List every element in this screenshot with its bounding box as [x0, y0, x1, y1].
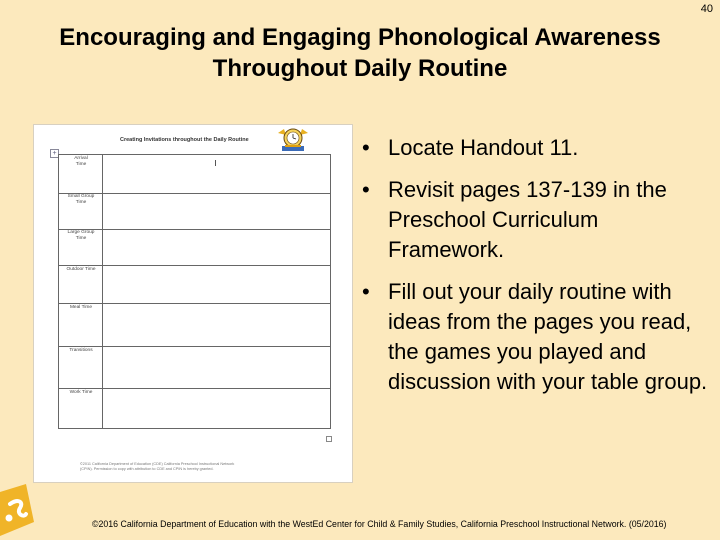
handout-routine-table — [58, 154, 331, 429]
handout-row-label-line: Meal Time — [69, 305, 93, 310]
handout-row-label-line: Small Group — [67, 194, 95, 199]
slide-title — [0, 22, 720, 84]
handout-row-label — [61, 156, 101, 168]
handout-row-label-line: Outdoor Time — [66, 267, 96, 272]
bullet-list — [362, 133, 710, 409]
handout-footer — [80, 462, 234, 472]
bullet-dot: • — [362, 177, 370, 202]
cpin-logo-icon — [0, 482, 36, 540]
handout-footer-line-2: (CPIN). Permission to copy with attribution to CDE and CPIN is hereby granted. — [80, 467, 214, 471]
handout-row-label — [61, 390, 101, 396]
bullet-text: Fill out your daily routine with ideas from the pages you read, the games you played and discussion with your table group. — [388, 279, 708, 394]
copyright-footer: ©2016 California Department of Education with the WestEd Center for Child & Family Studies, California Preschool Instructional Network. (05/2016) — [92, 519, 667, 529]
bullet-text: Locate Handout 11. — [388, 135, 579, 160]
handout-row-label-line: Arrival — [74, 156, 88, 161]
handout-row-label — [61, 348, 101, 354]
handout-row-label-line: Large Group — [67, 230, 95, 235]
bullet-dot: • — [362, 279, 370, 304]
handout-table-row-divider — [59, 346, 330, 347]
handout-row-label — [61, 194, 101, 206]
bullet-item — [362, 175, 710, 265]
handout-table-row-divider — [59, 265, 330, 266]
handout-row-label — [61, 305, 101, 311]
bullet-text: Revisit pages 137-139 in the Preschool Curriculum Framework. — [388, 177, 667, 262]
handout-title: Creating Invitations throughout the Daily Routine — [120, 137, 249, 143]
bullet-item — [362, 133, 710, 163]
handout-row-label-line: Work Time — [69, 390, 93, 395]
handout-expand-icon: + — [50, 149, 59, 158]
clock-clipart-icon — [276, 127, 310, 153]
handout-footer-line-1: ©2011 California Department of Education (CDE) California Preschool Instructional Network — [80, 462, 235, 466]
slide-title-line-2: Throughout Daily Routine — [212, 55, 508, 82]
handout-table-row-divider — [59, 388, 330, 389]
handout-row-label-line: Time — [75, 200, 87, 205]
handout-corner-handle — [326, 436, 332, 442]
handout-row-label-line: Time — [75, 236, 87, 241]
handout-cursor — [215, 160, 216, 166]
handout-table-row-divider — [59, 303, 330, 304]
handout-row-label-line: Transitions — [69, 348, 93, 353]
handout-row-label — [61, 267, 101, 273]
handout-row-label-line: Time — [75, 162, 87, 167]
handout-image — [33, 124, 353, 483]
bullet-dot: • — [362, 135, 370, 160]
slide-title-line-1: Encouraging and Engaging Phonological Awareness — [59, 24, 661, 51]
bullet-item — [362, 277, 710, 397]
page-number: 40 — [700, 3, 713, 15]
handout-row-label — [61, 230, 101, 242]
